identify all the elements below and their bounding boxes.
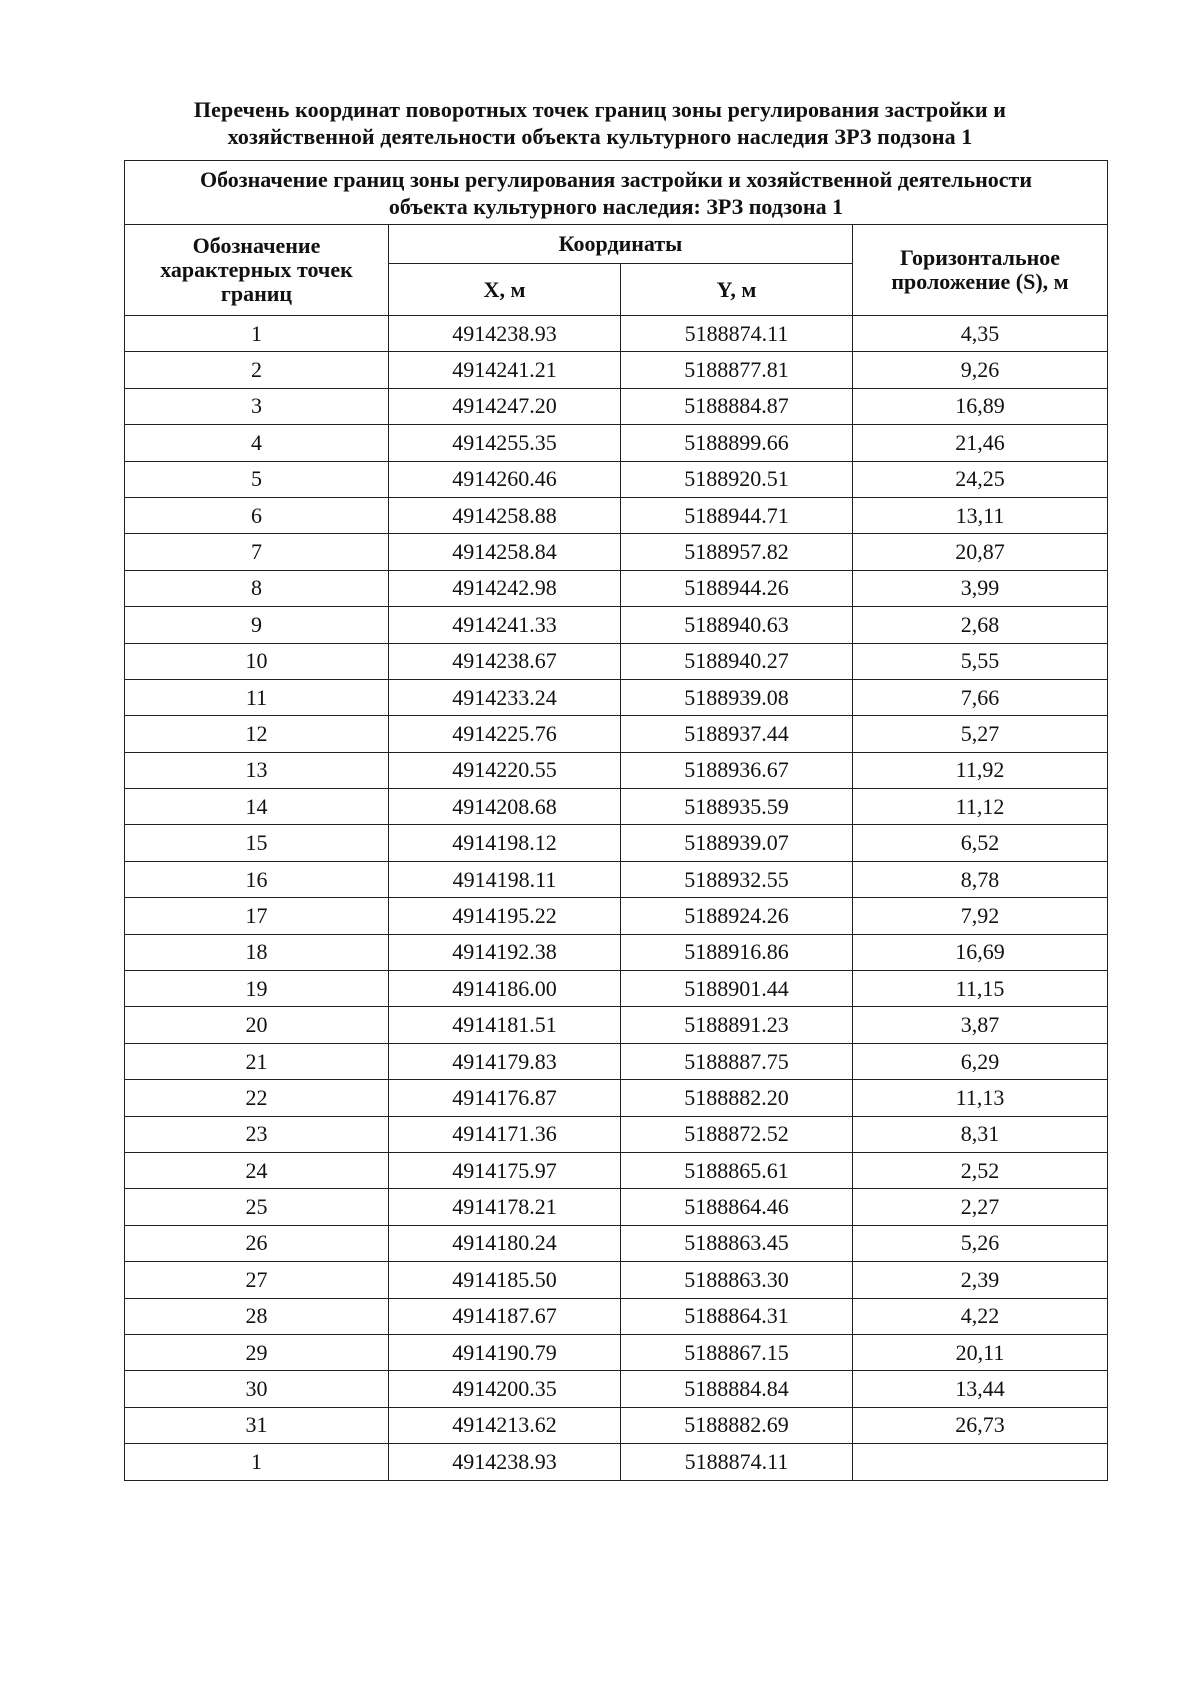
- cell-x: 4914247.20: [389, 388, 621, 424]
- cell-y: 5188944.71: [621, 497, 853, 533]
- cell-x: 4914233.24: [389, 679, 621, 715]
- cell-x: 4914208.68: [389, 789, 621, 825]
- cell-y: 5188882.20: [621, 1080, 853, 1116]
- cell-distance: 7,92: [853, 898, 1108, 934]
- cell-y: 5188944.26: [621, 570, 853, 606]
- header-point-designation: [125, 225, 389, 316]
- cell-distance: [853, 1444, 1108, 1480]
- table-row: [125, 898, 1108, 934]
- cell-distance: 3,87: [853, 1007, 1108, 1043]
- table-body: [125, 316, 1108, 1481]
- document-title-line-1: Перечень координат поворотных точек границ зоны регулирования застройки и: [193, 97, 1007, 122]
- cell-x: 4914181.51: [389, 1007, 621, 1043]
- cell-point: 27: [125, 1262, 389, 1298]
- cell-point: 16: [125, 861, 389, 897]
- cell-point: 4: [125, 425, 389, 461]
- table-row: [125, 1262, 1108, 1298]
- cell-y: 5188877.81: [621, 352, 853, 388]
- cell-y: 5188872.52: [621, 1116, 853, 1152]
- table-caption-line-1: Обозначение границ зоны регулирования застройки и хозяйственной деятельности: [199, 166, 1033, 192]
- table-row: [125, 1334, 1108, 1370]
- cell-y: 5188937.44: [621, 716, 853, 752]
- table-row: [125, 1371, 1108, 1407]
- cell-point: 6: [125, 497, 389, 533]
- cell-point: 30: [125, 1371, 389, 1407]
- cell-distance: 2,39: [853, 1262, 1108, 1298]
- cell-point: 17: [125, 898, 389, 934]
- cell-point: 5: [125, 461, 389, 497]
- table-row: [125, 1444, 1108, 1480]
- cell-distance: 5,27: [853, 716, 1108, 752]
- cell-point: 31: [125, 1407, 389, 1443]
- table-row: [125, 716, 1108, 752]
- cell-point: 20: [125, 1007, 389, 1043]
- cell-distance: 21,46: [853, 425, 1108, 461]
- cell-point: 21: [125, 1043, 389, 1079]
- cell-y: 5188899.66: [621, 425, 853, 461]
- cell-point: 11: [125, 679, 389, 715]
- cell-x: 4914198.11: [389, 861, 621, 897]
- cell-point: 8: [125, 570, 389, 606]
- cell-x: 4914175.97: [389, 1152, 621, 1188]
- table-row: [125, 352, 1108, 388]
- cell-x: 4914238.93: [389, 316, 621, 352]
- cell-x: 4914241.33: [389, 607, 621, 643]
- cell-x: 4914176.87: [389, 1080, 621, 1116]
- cell-distance: 7,66: [853, 679, 1108, 715]
- cell-distance: 2,27: [853, 1189, 1108, 1225]
- cell-distance: 26,73: [853, 1407, 1108, 1443]
- cell-distance: 5,55: [853, 643, 1108, 679]
- cell-y: 5188940.63: [621, 607, 853, 643]
- coordinates-table: [124, 160, 1108, 1481]
- header-point-line-2: характерных точек: [160, 257, 353, 282]
- cell-point: 9: [125, 607, 389, 643]
- table-row: [125, 971, 1108, 1007]
- cell-x: 4914185.50: [389, 1262, 621, 1298]
- table-row: [125, 607, 1108, 643]
- cell-x: 4914195.22: [389, 898, 621, 934]
- cell-distance: 11,13: [853, 1080, 1108, 1116]
- cell-distance: 16,89: [853, 388, 1108, 424]
- table-row: [125, 534, 1108, 570]
- table-row: [125, 461, 1108, 497]
- table-row: [125, 861, 1108, 897]
- cell-point: 26: [125, 1225, 389, 1261]
- cell-y: 5188864.46: [621, 1189, 853, 1225]
- cell-point: 29: [125, 1334, 389, 1370]
- cell-y: 5188864.31: [621, 1298, 853, 1334]
- cell-x: 4914238.67: [389, 643, 621, 679]
- cell-distance: 13,11: [853, 497, 1108, 533]
- table-row: [125, 1043, 1108, 1079]
- cell-distance: 6,52: [853, 825, 1108, 861]
- cell-y: 5188891.23: [621, 1007, 853, 1043]
- cell-point: 1: [125, 1444, 389, 1480]
- document-title: [0, 96, 1200, 150]
- cell-distance: 4,35: [853, 316, 1108, 352]
- cell-y: 5188884.84: [621, 1371, 853, 1407]
- cell-x: 4914200.35: [389, 1371, 621, 1407]
- table-header-row-1: [125, 225, 1108, 264]
- cell-distance: 2,68: [853, 607, 1108, 643]
- cell-y: 5188920.51: [621, 461, 853, 497]
- cell-y: 5188863.45: [621, 1225, 853, 1261]
- table-row: [125, 1298, 1108, 1334]
- cell-x: 4914190.79: [389, 1334, 621, 1370]
- cell-distance: 8,78: [853, 861, 1108, 897]
- cell-distance: 20,87: [853, 534, 1108, 570]
- cell-point: 18: [125, 934, 389, 970]
- cell-x: 4914225.76: [389, 716, 621, 752]
- cell-y: 5188863.30: [621, 1262, 853, 1298]
- table-row: [125, 1080, 1108, 1116]
- cell-x: 4914258.84: [389, 534, 621, 570]
- table-row: [125, 1225, 1108, 1261]
- table-caption-line-2: объекта культурного наследия: ЗРЗ подзона 1: [388, 193, 844, 219]
- cell-point: 2: [125, 352, 389, 388]
- table-row: [125, 497, 1108, 533]
- cell-x: 4914171.36: [389, 1116, 621, 1152]
- cell-point: 28: [125, 1298, 389, 1334]
- cell-x: 4914260.46: [389, 461, 621, 497]
- cell-y: 5188932.55: [621, 861, 853, 897]
- cell-y: 5188874.11: [621, 1444, 853, 1480]
- header-distance-line-1: Горизонтальное: [899, 245, 1061, 270]
- cell-point: 7: [125, 534, 389, 570]
- table-row: [125, 752, 1108, 788]
- table-row: [125, 643, 1108, 679]
- table-caption-row: [125, 161, 1108, 225]
- cell-x: 4914186.00: [389, 971, 621, 1007]
- table-row: [125, 316, 1108, 352]
- cell-x: 4914187.67: [389, 1298, 621, 1334]
- header-point-line-1: Обозначение: [192, 233, 321, 258]
- cell-point: 3: [125, 388, 389, 424]
- cell-x: 4914192.38: [389, 934, 621, 970]
- cell-y: 5188936.67: [621, 752, 853, 788]
- cell-x: 4914258.88: [389, 497, 621, 533]
- table-row: [125, 1116, 1108, 1152]
- cell-x: 4914242.98: [389, 570, 621, 606]
- cell-y: 5188867.15: [621, 1334, 853, 1370]
- cell-y: 5188901.44: [621, 971, 853, 1007]
- cell-distance: 9,26: [853, 352, 1108, 388]
- cell-distance: 6,29: [853, 1043, 1108, 1079]
- header-point-line-3: границ: [220, 281, 293, 306]
- cell-point: 13: [125, 752, 389, 788]
- cell-y: 5188882.69: [621, 1407, 853, 1443]
- cell-y: 5188957.82: [621, 534, 853, 570]
- cell-y: 5188935.59: [621, 789, 853, 825]
- cell-distance: 11,92: [853, 752, 1108, 788]
- table-row: [125, 934, 1108, 970]
- header-coordinates: Координаты: [389, 225, 853, 264]
- cell-x: 4914180.24: [389, 1225, 621, 1261]
- cell-distance: 24,25: [853, 461, 1108, 497]
- cell-point: 1: [125, 316, 389, 352]
- cell-point: 25: [125, 1189, 389, 1225]
- cell-y: 5188916.86: [621, 934, 853, 970]
- table-row: [125, 679, 1108, 715]
- cell-x: 4914241.21: [389, 352, 621, 388]
- cell-distance: 11,15: [853, 971, 1108, 1007]
- table-row: [125, 789, 1108, 825]
- cell-point: 23: [125, 1116, 389, 1152]
- table-row: [125, 570, 1108, 606]
- cell-distance: 3,99: [853, 570, 1108, 606]
- cell-x: 4914220.55: [389, 752, 621, 788]
- cell-point: 19: [125, 971, 389, 1007]
- table-row: [125, 1189, 1108, 1225]
- cell-x: 4914178.21: [389, 1189, 621, 1225]
- cell-y: 5188940.27: [621, 643, 853, 679]
- table-row: [125, 388, 1108, 424]
- cell-distance: 5,26: [853, 1225, 1108, 1261]
- cell-y: 5188865.61: [621, 1152, 853, 1188]
- cell-distance: 2,52: [853, 1152, 1108, 1188]
- cell-point: 15: [125, 825, 389, 861]
- cell-y: 5188887.75: [621, 1043, 853, 1079]
- cell-distance: 4,22: [853, 1298, 1108, 1334]
- cell-distance: 8,31: [853, 1116, 1108, 1152]
- cell-x: 4914255.35: [389, 425, 621, 461]
- cell-y: 5188939.08: [621, 679, 853, 715]
- cell-distance: 13,44: [853, 1371, 1108, 1407]
- cell-point: 14: [125, 789, 389, 825]
- cell-distance: 20,11: [853, 1334, 1108, 1370]
- cell-x: 4914179.83: [389, 1043, 621, 1079]
- cell-point: 12: [125, 716, 389, 752]
- header-x: X, м: [389, 264, 621, 316]
- cell-x: 4914198.12: [389, 825, 621, 861]
- cell-y: 5188884.87: [621, 388, 853, 424]
- header-distance-line-2: проложение (S), м: [891, 269, 1069, 294]
- table-row: [125, 425, 1108, 461]
- cell-point: 24: [125, 1152, 389, 1188]
- cell-distance: 16,69: [853, 934, 1108, 970]
- cell-distance: 11,12: [853, 789, 1108, 825]
- table-caption: [125, 161, 1108, 225]
- header-y: Y, м: [621, 264, 853, 316]
- table-row: [125, 1152, 1108, 1188]
- cell-y: 5188874.11: [621, 316, 853, 352]
- cell-y: 5188924.26: [621, 898, 853, 934]
- table-row: [125, 1407, 1108, 1443]
- header-horizontal-distance: [853, 225, 1108, 316]
- cell-x: 4914213.62: [389, 1407, 621, 1443]
- table-row: [125, 1007, 1108, 1043]
- cell-y: 5188939.07: [621, 825, 853, 861]
- cell-x: 4914238.93: [389, 1444, 621, 1480]
- table-row: [125, 825, 1108, 861]
- document-title-line-2: хозяйственной деятельности объекта культурного наследия ЗРЗ подзона 1: [227, 124, 973, 149]
- cell-point: 10: [125, 643, 389, 679]
- cell-point: 22: [125, 1080, 389, 1116]
